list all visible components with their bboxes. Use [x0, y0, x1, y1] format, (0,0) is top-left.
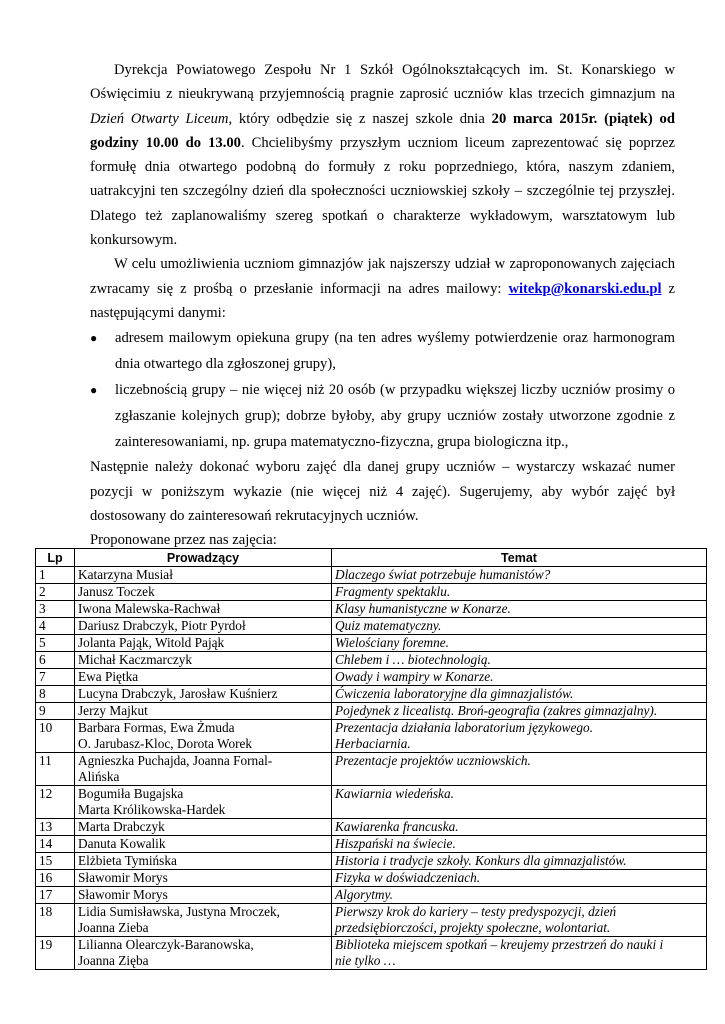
cell-prowadzacy-line: Joanna Zieba [78, 920, 149, 935]
bullet-icon: ● [90, 383, 98, 398]
cell-prowadzacy [75, 937, 332, 970]
cell-prowadzacy-line: Iwona Malewska-Rachwał [78, 601, 221, 616]
cell-temat-line: przedsiębiorczości, projekty społeczne, wolontariat. [335, 920, 611, 935]
cell-prowadzacy-line: Joanna Zięba [78, 953, 149, 968]
cell-lp: 7 [36, 669, 75, 686]
request-text: W celu umożliwienia uczniom gimnazjów jak najszerszy udział w zaproponowanych zajęciach zwracamy się z prośbą o przesłanie informacji na adres mailowy: [90, 256, 675, 297]
cell-prowadzacy [75, 753, 332, 786]
cell-temat-line: Prezentacja działania laboratorium językowego. [335, 720, 594, 735]
cell-temat [332, 753, 707, 786]
header-lp: Lp [36, 549, 75, 567]
cell-prowadzacy-line: Sławomir Morys [78, 870, 168, 885]
cell-lp: 17 [36, 887, 75, 904]
table-row [36, 753, 707, 786]
letter-body [90, 58, 675, 552]
cell-lp: 6 [36, 652, 75, 669]
cell-temat-line: Biblioteka miejscem spotkań – kreujemy przestrzeń do nauki i [335, 937, 664, 952]
cell-prowadzacy-line: Barbara Formas, Ewa Żmuda [78, 720, 235, 735]
cell-temat-line: Kawiarenka francuska. [335, 819, 459, 834]
event-name: Dzień Otwarty Liceum [90, 110, 229, 127]
cell-temat [332, 601, 707, 618]
cell-temat-line: Owady i wampiry w Konarze. [335, 669, 494, 684]
cell-temat-line: Ćwiczenia laboratoryjne dla gimnazjalistów. [335, 686, 574, 701]
cell-temat [332, 836, 707, 853]
cell-lp: 14 [36, 836, 75, 853]
activities-table [35, 548, 707, 970]
cell-prowadzacy [75, 601, 332, 618]
cell-lp: 8 [36, 686, 75, 703]
table-row [36, 786, 707, 819]
cell-prowadzacy-line: Katarzyna Musiał [78, 567, 173, 582]
intro-paragraph [90, 58, 675, 252]
cell-temat [332, 937, 707, 970]
table-caption: Proponowane przez nas zajęcia: [90, 532, 277, 549]
cell-prowadzacy-line: Marta Królikowska-Hardek [78, 802, 226, 817]
list-item [90, 325, 675, 377]
cell-temat [332, 584, 707, 601]
table-row [36, 937, 707, 970]
cell-prowadzacy-line: Danuta Kowalik [78, 836, 166, 851]
list-item-text: adresem mailowym opiekuna grupy (na ten adres wyślemy potwierdzenie oraz harmonogram dnia otwartego dla zgłoszonej grupy), [115, 330, 675, 373]
table-row [36, 584, 707, 601]
cell-prowadzacy [75, 720, 332, 753]
cell-temat-line: Prezentacje projektów uczniowskich. [335, 753, 531, 768]
cell-prowadzacy-line: Bogumiła Bugajska [78, 786, 184, 801]
cell-temat [332, 635, 707, 652]
cell-prowadzacy-line: Lilianna Olearczyk-Baranowska, [78, 937, 254, 952]
cell-prowadzacy [75, 686, 332, 703]
cell-prowadzacy [75, 618, 332, 635]
cell-prowadzacy [75, 584, 332, 601]
table-row [36, 703, 707, 720]
cell-lp: 2 [36, 584, 75, 601]
cell-prowadzacy [75, 853, 332, 870]
cell-prowadzacy-line: Sławomir Morys [78, 887, 168, 902]
bullet-icon: ● [90, 331, 98, 346]
cell-temat-line: Quiz matematyczny. [335, 618, 442, 633]
table-row [36, 853, 707, 870]
list-item-text: liczebnością grupy – nie więcej niż 20 osób (w przypadku większej liczby uczniów prosimy o zgłaszanie kolejnych grup); dobrze byłoby, aby grupy uczniów zostały utworzone zgodnie z zainteresowaniami, np. grupa matematyczno-fizyczna, grupa biologiczna itp., [115, 382, 675, 451]
cell-prowadzacy [75, 786, 332, 819]
cell-temat [332, 853, 707, 870]
cell-temat [332, 618, 707, 635]
cell-lp: 4 [36, 618, 75, 635]
cell-temat-line: Wielościany foremne. [335, 635, 449, 650]
cell-temat-line: Chlebem i … biotechnologią. [335, 652, 491, 667]
table-row [36, 904, 707, 937]
cell-prowadzacy-line: Agnieszka Puchajda, Joanna Fornal- [78, 753, 273, 768]
cell-prowadzacy [75, 669, 332, 686]
cell-temat-line: Klasy humanistyczne w Konarze. [335, 601, 511, 616]
intro-text-2: , który odbędzie się z naszej szkole dnia [228, 110, 492, 127]
cell-prowadzacy-line: Lucyna Drabczyk, Jarosław Kuśnierz [78, 686, 278, 701]
table-row [36, 870, 707, 887]
cell-lp: 15 [36, 853, 75, 870]
cell-prowadzacy-line: Alińska [78, 769, 120, 784]
cell-prowadzacy-line: Dariusz Drabczyk, Piotr Pyrdoł [78, 618, 246, 633]
cell-temat [332, 887, 707, 904]
cell-lp: 3 [36, 601, 75, 618]
table-row [36, 669, 707, 686]
table-row [36, 819, 707, 836]
cell-prowadzacy [75, 887, 332, 904]
cell-temat-line: Pojedynek z licealistą. Broń-geografia (zakres gimnazjalny). [335, 703, 658, 718]
cell-temat [332, 720, 707, 753]
cell-lp: 11 [36, 753, 75, 786]
requirements-list [90, 325, 675, 455]
cell-temat [332, 904, 707, 937]
header-temat: Temat [332, 549, 707, 567]
cell-temat [332, 819, 707, 836]
cell-prowadzacy-line: Ewa Piętka [78, 669, 139, 684]
table-row [36, 618, 707, 635]
table-row [36, 720, 707, 753]
cell-prowadzacy-line: O. Jarubasz-Kloc, Dorota Worek [78, 736, 253, 751]
intro-text-3: . Chcielibyśmy przyszłym uczniom liceum zaprezentować się poprzez formułę dnia otwartego podobną do formuły z roku poprzedniego, która, naszym zdaniem, uatrakcyjni ten szczególny dzień dla społeczności uczniowskiej szkoły – szczególnie tej przyszłej. Dlatego też zaplanowaliśmy szereg spotkań o charakterze wykładowym, warsztatowym lub konkursowym. [90, 134, 675, 249]
cell-lp: 9 [36, 703, 75, 720]
list-item [90, 377, 675, 455]
cell-temat-line: Herbaciarnia. [335, 736, 411, 751]
cell-prowadzacy [75, 567, 332, 584]
cell-temat-line: nie tylko … [335, 953, 396, 968]
request-text-end: z następującymi danymi: [90, 280, 675, 321]
cell-temat-line: Pierwszy krok do kariery – testy predyspozycji, dzień [335, 904, 617, 919]
cell-prowadzacy-line: Marta Drabczyk [78, 819, 165, 834]
cell-prowadzacy-line: Jerzy Majkut [78, 703, 148, 718]
cell-prowadzacy-line: Lidia Sumisławska, Justyna Mroczek, [78, 904, 281, 919]
request-paragraph [90, 252, 675, 325]
event-date: 20 marca 2015r. (piątek) od godziny 10.00 do 13.00 [90, 110, 675, 151]
cell-temat [332, 703, 707, 720]
cell-prowadzacy [75, 836, 332, 853]
table-row [36, 567, 707, 584]
cell-lp: 19 [36, 937, 75, 970]
cell-prowadzacy [75, 635, 332, 652]
cell-lp: 18 [36, 904, 75, 937]
table-row [36, 887, 707, 904]
cell-temat-line: Fragmenty spektaklu. [335, 584, 451, 599]
table-row [36, 652, 707, 669]
selection-paragraph: Następnie należy dokonać wyboru zajęć dla danej grupy uczniów – wystarczy wskazać numer pozycji w poniższym wykazie (nie więcej niż 4 zajęć). Sugerujemy, aby wybór zajęć był dostosowany do zainteresowań rekrutacyjnych uczniów. [90, 459, 675, 524]
table-header-row [36, 549, 707, 567]
cell-temat-line: Fizyka w doświadczeniach. [335, 870, 481, 885]
cell-lp: 5 [36, 635, 75, 652]
cell-prowadzacy [75, 703, 332, 720]
cell-prowadzacy-line: Michał Kaczmarczyk [78, 652, 193, 667]
cell-prowadzacy [75, 652, 332, 669]
cell-temat [332, 686, 707, 703]
cell-lp: 16 [36, 870, 75, 887]
table-row [36, 635, 707, 652]
cell-temat [332, 786, 707, 819]
cell-lp: 13 [36, 819, 75, 836]
cell-lp: 10 [36, 720, 75, 753]
cell-prowadzacy-line: Jolanta Pająk, Witold Pająk [78, 635, 225, 650]
intro-text-1: Dyrekcja Powiatowego Zespołu Nr 1 Szkół Ogólnokształcących im. St. Konarskiego w Oświęcimiu z nieukrywaną przyjemnością pragnie zaprosić uczniów klas trzecich gimnazjum na [90, 62, 675, 103]
cell-temat-line: Historia i tradycje szkoły. Konkurs dla gimnazjalistów. [335, 853, 627, 868]
cell-temat-line: Dlaczego świat potrzebuje humanistów? [335, 567, 551, 582]
cell-temat-line: Algorytmy. [335, 887, 393, 902]
table-row [36, 836, 707, 853]
table-row [36, 601, 707, 618]
cell-prowadzacy [75, 870, 332, 887]
cell-temat [332, 567, 707, 584]
table-row [36, 686, 707, 703]
cell-temat [332, 652, 707, 669]
cell-temat [332, 870, 707, 887]
table-body [36, 567, 707, 970]
cell-temat-line: Hiszpański na świecie. [335, 836, 456, 851]
cell-prowadzacy-line: Elżbieta Tymińska [78, 853, 177, 868]
cell-temat-line: Kawiarnia wiedeńska. [335, 786, 454, 801]
cell-lp: 12 [36, 786, 75, 819]
cell-prowadzacy [75, 904, 332, 937]
email-link[interactable]: witekp@konarski.edu.pl [508, 280, 662, 297]
header-prowadzacy: Prowadzący [75, 549, 332, 567]
cell-lp: 1 [36, 567, 75, 584]
cell-prowadzacy-line: Janusz Toczek [78, 584, 155, 599]
cell-temat [332, 669, 707, 686]
cell-prowadzacy [75, 819, 332, 836]
